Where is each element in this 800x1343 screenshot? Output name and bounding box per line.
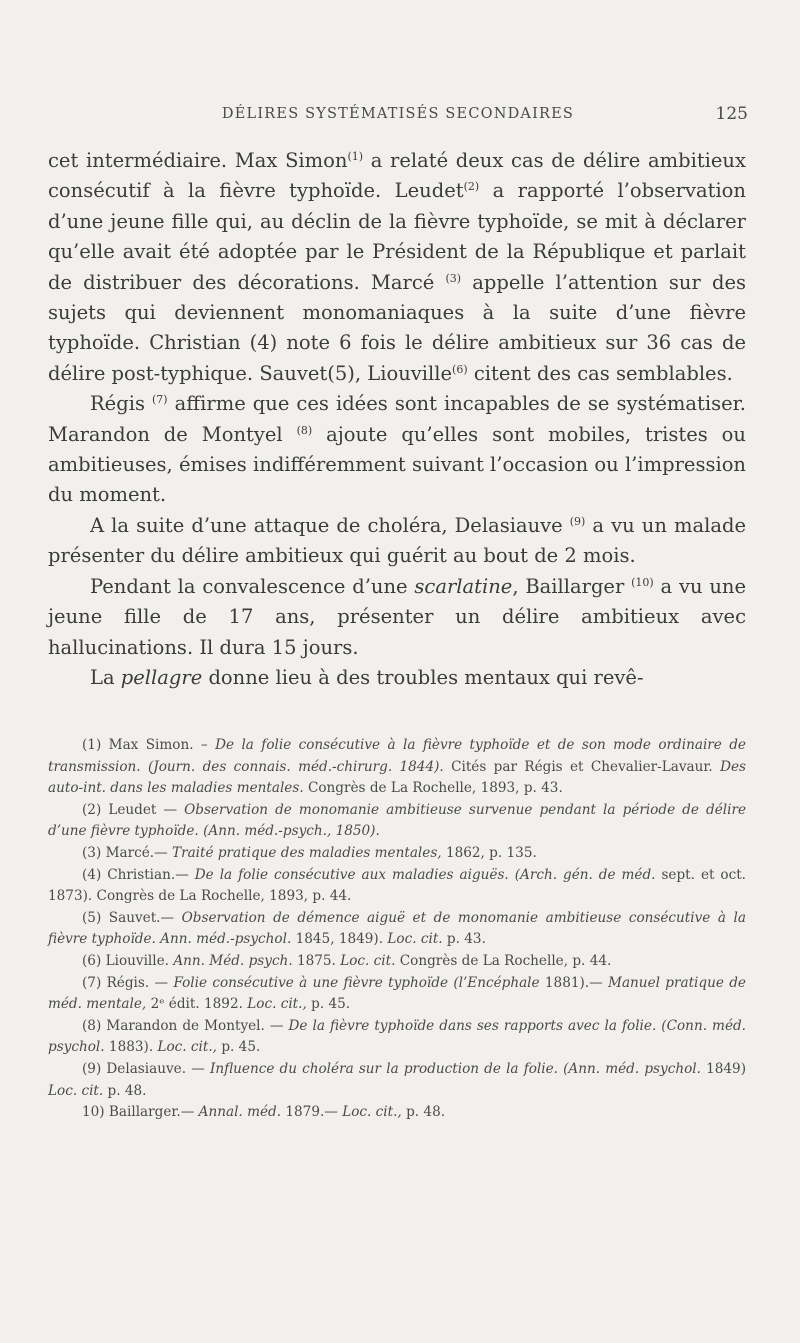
text-run: 1845, 1849). [291,931,388,948]
italic-text: De la folie consécutive aux maladies aiguës. (Arch. gén. de méd. [194,866,656,883]
footnote-ref: (7) [152,393,168,407]
text-run: citent des cas semblables. [467,361,733,385]
text-run: (4) Christian.— [82,866,195,883]
footnote [48,973,746,1016]
italic-text: Influence du choléra sur la production de la folie. (Ann. méd. psychol. [209,1060,701,1077]
text-run: (4) [249,331,278,355]
running-title: DÉLIRES SYSTÉMATISÉS SECONDAIRES [221,106,575,122]
text-run: (1) Max Simon. – [82,737,216,753]
paragraph [48,663,746,693]
text-run: 1881).— [539,974,609,991]
text-run: A la suite d’une attaque de choléra, Delasiauve [90,513,570,537]
text-run: (8) Marandon de Montyel. — [82,1017,289,1034]
text-run: sept. et oct. 1873). Congrès de La Rochelle, 1893, p. 44. [48,866,747,905]
text-run: 1879.— [281,1104,343,1121]
text-run: cet intermédiaire. Max Simon [48,149,348,172]
text-run: Congrès de La Rochelle, 1893, p. 43. [303,780,563,797]
text-run: Régis [90,392,153,416]
text-run: , Liouville [354,361,453,385]
footnote [48,951,746,973]
text-run: Cités par Régis et Chevalier-Lavaur. [443,758,721,775]
footnote [48,800,746,843]
text-run: a vu un malade présenter du délire ambitieux qui guérit au bout de 2 mois. [48,513,746,568]
italic-text: Annal. méd. [198,1104,282,1121]
text-run: 1849) [700,1060,746,1077]
text-run: (7) Régis. — [82,974,174,991]
footnote-ref: (8) [296,423,313,437]
text-run: p. 45. [306,996,351,1013]
body-text [48,146,746,693]
italic-text: Loc. cit., [342,1104,402,1121]
text-run: a relaté deux cas de délire ambitieux consécutif à la fièvre typhoïde. Leudet [48,149,746,203]
text-run: 2ᵉ édit. 1892. [146,996,248,1013]
text-run: (2) Leudet — [82,801,185,818]
italic-text: De la folie consécutive à la fièvre typhoïde et de son mode ordinaire de transmission. (Journ. des connais. méd.-chirurg. 1844). [48,737,746,775]
paragraph [48,572,746,663]
text-run: 1875. [292,952,341,969]
italic-text: Folie consécutive à une fièvre typhoïde (l’Encéphale [173,974,540,991]
text-run: (9) Delasiauve. — [82,1060,210,1077]
text-run: a vu une jeune fille de 17 ans, présenter un délire ambitieux avec hallucinations. Il dura 15 jours. [48,574,746,659]
italic-text: Loc. cit. [340,952,396,969]
text-run: p. 43. [442,931,486,948]
paragraph [48,389,746,511]
footnote [48,1059,746,1102]
text-run: affirme que ces idées sont incapables de se systématiser. Marandon de Montyel [48,392,746,446]
footnote-ref: (6) [452,362,468,376]
text-run: 1862, p. 135. [441,844,537,861]
italic-text: Traité pratique des maladies mentales, [172,844,442,861]
footnote-ref: (10) [631,575,654,589]
footnote [48,865,746,908]
italic-text: Manuel pratique de méd. mentale, [48,974,746,1013]
italic-text: Loc. cit. [48,1082,104,1099]
italic-text: Observation de démence aiguë et de monomanie ambitieuse consécutive à la fièvre typhoïde. Ann. méd.-psychol. [48,909,746,948]
text-run: donne lieu à des troubles mentaux qui revê- [202,665,644,689]
text-run: La [90,665,121,689]
text-run: Pendant la convalescence d’une [90,574,415,598]
text-run: (5) [327,361,355,385]
text-run: 10) Baillarger.— [82,1104,199,1121]
text-run: p. 48. [103,1082,147,1099]
paragraph [48,146,746,389]
footnote [48,908,746,951]
text-run: note 6 fois le délire ambitieux sur 36 cas de délire post-typhique. Sauvet [48,331,746,385]
italic-text: pellagre [120,665,203,689]
italic-text: Observation de monomanie ambitieuse survenue pendant la période de délire d’une fièvre typhoïde. (Ann. méd.-psych., 1850). [48,801,746,840]
footnote-ref: (9) [569,514,586,528]
footnote-ref: (2) [463,180,480,194]
text-run: p. 48. [401,1104,446,1121]
italic-text: De la fièvre typhoïde dans ses rapports avec la folie. (Conn. méd. psychol. [48,1017,747,1056]
paragraph [48,511,746,572]
italic-text: Loc. cit., [247,996,307,1013]
text-run: p. 45. [217,1039,261,1056]
text-run: ajoute qu’elles sont mobiles, tristes ou ambitieuses, émises indifféremment suivant l’occasion ou l’impression du moment. [48,422,746,507]
text-run: (6) Liouville. [82,952,174,969]
italic-text: Loc. cit., [157,1039,218,1056]
footnote [48,843,746,865]
text-run: , Baillarger [512,574,632,598]
footnote-ref: (1) [347,150,364,163]
italic-text: Loc. cit. [387,931,443,948]
text-run: (5) Sauvet.— [82,909,182,926]
italic-text: scarlatine [414,574,513,598]
text-run: Congrès de La Rochelle, p. 44. [395,952,612,969]
italic-text: Ann. Méd. psych. [173,952,293,969]
footnote [48,1016,746,1059]
footnote-ref: (3) [445,271,462,285]
text-run: 1883). [104,1039,158,1056]
footnote [48,1102,746,1124]
footnote [48,735,746,800]
italic-text: Des auto-int. dans les maladies mentales. [48,758,746,797]
page-number: 125 [715,104,748,124]
text-run: (3) Marcé.— [82,844,172,861]
page-header [48,106,748,130]
footnotes [48,735,746,1124]
text-run: appelle l’attention sur des sujets qui deviennent monomaniaques à la suite d’une fièvre typhoïde. Christian [48,270,746,355]
text-run: a rapporté l’observation d’une jeune fille qui, au déclin de la fièvre typhoïde, se mit à déclarer qu’elle avait été adoptée par le Président de la République et parlait de distribuer des décorations. Marcé [48,179,746,294]
